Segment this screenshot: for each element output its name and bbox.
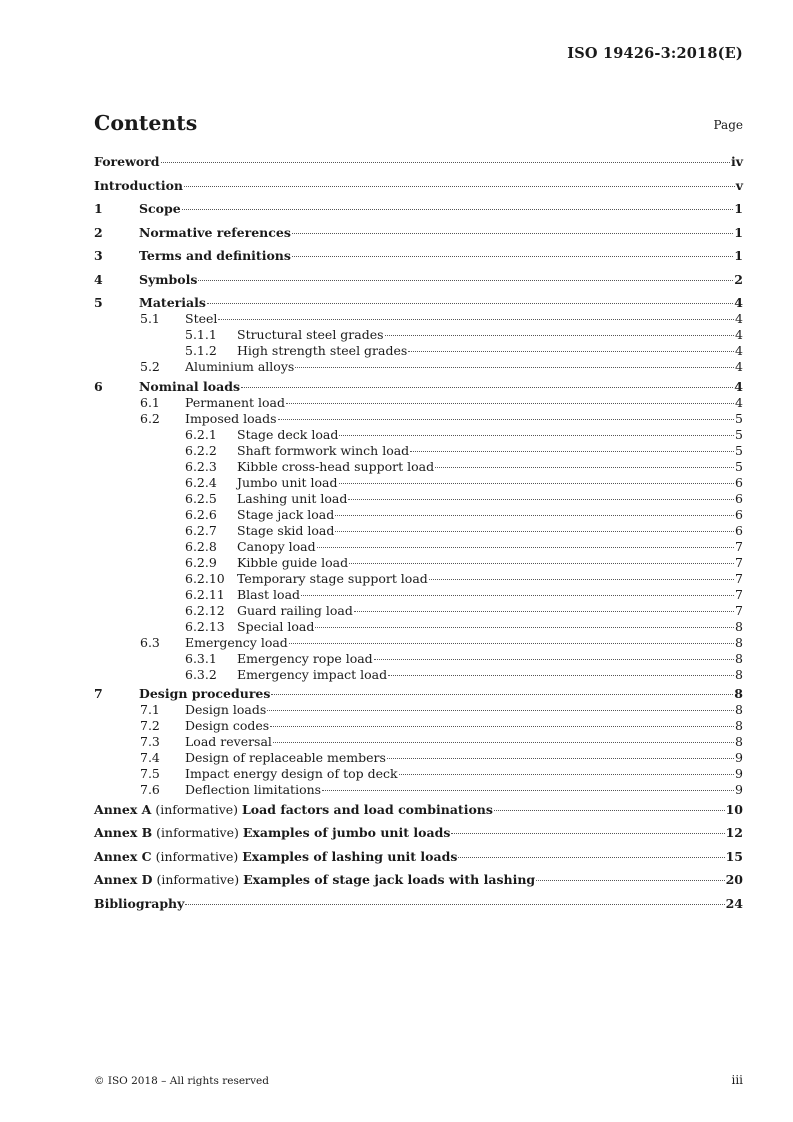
toc-entry[interactable] (94, 849, 743, 865)
toc-entry-number: 6 (94, 378, 103, 394)
toc-entry-page: 5 (735, 458, 743, 474)
dot-leader (218, 319, 734, 320)
toc-entry-number: 7.4 (140, 750, 160, 765)
toc-entry-number: 1 (94, 201, 103, 216)
toc-entry-title: Design procedures (139, 686, 271, 701)
annex-label: Annex B (94, 825, 153, 840)
dot-leader (292, 233, 733, 234)
toc-entry-number: 3 (94, 248, 103, 263)
toc-entry[interactable] (94, 825, 743, 841)
toc-entry-page: 7 (735, 586, 743, 602)
toc-entry[interactable] (94, 272, 743, 288)
toc-entry-page: 5 (735, 426, 743, 442)
toc-entry-page: 4 (734, 378, 743, 394)
toc-entry[interactable] (94, 802, 743, 818)
toc-entry-page: 8 (734, 686, 743, 701)
dot-leader (185, 904, 724, 905)
toc-entry-page: v (735, 177, 743, 193)
toc-entry-title: Stage skid load (237, 522, 335, 538)
document-id: ISO 19426-3:2018(E) (567, 45, 743, 62)
dot-leader (315, 627, 734, 628)
table-of-contents (94, 154, 743, 912)
dot-leader (429, 579, 734, 580)
dot-leader (182, 209, 734, 210)
toc-entry-number: 6.2.13 (185, 618, 225, 634)
toc-entry-title: Examples of jumbo unit loads (242, 825, 451, 840)
toc-entry[interactable] (94, 734, 743, 750)
toc-entry-number: 5.1.1 (185, 327, 217, 342)
toc-entry[interactable] (94, 603, 743, 619)
dot-leader (385, 335, 735, 336)
dot-leader (339, 483, 735, 484)
dot-leader (295, 367, 734, 368)
dot-leader (410, 451, 734, 452)
toc-entry-page: 4 (735, 359, 743, 374)
toc-entry-number: 7.5 (140, 766, 160, 781)
toc-entry[interactable] (94, 750, 743, 766)
toc-entry-number: 6.2.2 (185, 442, 217, 458)
toc-entry-title: Normative references (139, 224, 291, 240)
toc-entry-page: 12 (725, 825, 743, 840)
toc-entry[interactable] (94, 896, 743, 912)
toc-entry-title: Guard railing load (237, 602, 353, 618)
toc-entry-number: 7.3 (140, 734, 160, 749)
toc-entry-number: 2 (94, 224, 103, 240)
toc-entry-page: 9 (735, 766, 743, 781)
toc-entry-title: Emergency load (185, 634, 288, 650)
annex-informative-label: (informative) (152, 872, 244, 887)
toc-entry-title: Foreword (94, 154, 160, 169)
toc-entry-number: 5.1.2 (185, 343, 217, 358)
toc-entry[interactable] (94, 427, 743, 443)
dot-leader (349, 563, 734, 564)
toc-entry[interactable] (94, 507, 743, 523)
toc-entry-page: 10 (725, 801, 743, 817)
toc-entry-title: High strength steel grades (237, 343, 408, 358)
toc-entry[interactable] (94, 702, 743, 718)
dot-leader (388, 675, 734, 676)
toc-entry-page: 4 (735, 311, 743, 326)
footer-page-number: iii (731, 1073, 743, 1087)
dot-leader (207, 303, 733, 304)
annex-informative-label: (informative) (151, 801, 243, 817)
toc-entry-title: Load factors and load combinations (242, 801, 493, 817)
dot-leader (335, 531, 734, 532)
toc-entry[interactable] (94, 587, 743, 603)
toc-entry-number: 6.2.1 (185, 426, 217, 442)
toc-entry[interactable] (94, 686, 743, 702)
toc-entry-title: Emergency impact load (237, 666, 388, 682)
toc-entry-title: Design codes (185, 718, 270, 733)
toc-entry-page: 8 (735, 634, 743, 650)
toc-entry-title: Temporary stage support load (237, 570, 428, 586)
toc-entry-title: Structural steel grades (237, 327, 384, 342)
annex-label: Annex A (94, 801, 152, 817)
toc-entry-number: 7 (94, 686, 103, 701)
toc-entry-page: 7 (735, 538, 743, 554)
toc-entry-page: 8 (735, 734, 743, 749)
dot-leader (286, 403, 734, 404)
toc-entry-number: 6.1 (140, 394, 160, 410)
dot-leader (335, 515, 734, 516)
toc-entry-number: 6.2.12 (185, 602, 225, 618)
toc-entry[interactable] (94, 359, 743, 375)
toc-entry-page: 4 (735, 343, 743, 358)
dot-leader (301, 595, 734, 596)
toc-entry-number: 6.3.1 (185, 650, 217, 666)
dot-leader (435, 467, 734, 468)
dot-leader (348, 499, 734, 500)
toc-entry-page: 4 (734, 295, 743, 310)
toc-entry-page: 9 (735, 750, 743, 765)
toc-entry-page: 8 (735, 718, 743, 733)
toc-entry-page: 1 (734, 201, 743, 216)
toc-entry-title: Kibble guide load (237, 554, 349, 570)
dot-leader (289, 643, 734, 644)
toc-entry[interactable] (94, 178, 743, 194)
dot-leader (270, 726, 734, 727)
toc-entry-number: 6.2.11 (185, 586, 225, 602)
toc-entry-title: Permanent load (185, 394, 285, 410)
footer-copyright: © ISO 2018 – All rights reserved (94, 1075, 269, 1087)
toc-entry-title: Deflection limitations (185, 782, 322, 797)
toc-entry-title: Examples of lashing unit loads (242, 848, 458, 864)
toc-entry-number: 6.2.4 (185, 474, 217, 490)
toc-entry-page: 2 (734, 271, 743, 287)
dot-leader (271, 694, 733, 695)
toc-entry-page: 15 (725, 848, 743, 864)
toc-entry-page: 5 (735, 410, 743, 426)
toc-entry[interactable] (94, 766, 743, 782)
annex-label: Annex D (94, 872, 153, 887)
toc-entry[interactable] (94, 491, 743, 507)
toc-entry[interactable] (94, 571, 743, 587)
dot-leader (494, 810, 725, 811)
dot-leader (399, 774, 734, 775)
toc-entry-title: Terms and definitions (139, 248, 291, 263)
toc-entry[interactable] (94, 327, 743, 343)
toc-entry[interactable] (94, 635, 743, 651)
toc-entry[interactable] (94, 154, 743, 170)
toc-entry[interactable] (94, 379, 743, 395)
toc-entry-number: 5 (94, 295, 103, 310)
toc-entry[interactable] (94, 667, 743, 683)
toc-entry-number: 6.2.3 (185, 458, 217, 474)
toc-entry-title: Load reversal (185, 734, 272, 749)
toc-entry-title: Shaft formwork winch load (237, 442, 410, 458)
toc-entry-number: 6.3.2 (185, 666, 217, 682)
toc-entry[interactable] (94, 395, 743, 411)
dot-leader (387, 758, 734, 759)
dot-leader (322, 790, 734, 791)
toc-entry[interactable] (94, 225, 743, 241)
toc-entry-number: 5.2 (140, 359, 160, 374)
toc-entry-page: 24 (725, 895, 743, 911)
toc-entry[interactable] (94, 539, 743, 555)
toc-entry-title: Symbols (139, 271, 198, 287)
toc-entry[interactable] (94, 619, 743, 635)
toc-entry-page: 6 (735, 490, 743, 506)
toc-entry-title: Design of replaceable members (185, 750, 386, 765)
toc-entry[interactable] (94, 718, 743, 734)
toc-entry-number: 6.3 (140, 634, 160, 650)
dot-leader (278, 419, 735, 420)
toc-entry-page: 6 (735, 506, 743, 522)
toc-entry-number: 4 (94, 271, 103, 287)
toc-entry-page: 4 (735, 327, 743, 342)
toc-entry-title: Introduction (94, 177, 184, 193)
toc-entry[interactable] (94, 782, 743, 798)
toc-entry-page: 20 (725, 872, 743, 887)
toc-entry-number: 7.1 (140, 702, 160, 717)
dot-leader (161, 162, 730, 163)
toc-entry-title: Stage jack load (237, 506, 335, 522)
toc-entry-number: 6.2.6 (185, 506, 217, 522)
toc-entry-title: Examples of stage jack loads with lashing (243, 872, 536, 887)
dot-leader (273, 742, 734, 743)
toc-entry-page: 5 (735, 442, 743, 458)
toc-entry-title: Canopy load (237, 538, 316, 554)
toc-entry-title: Scope (139, 201, 181, 216)
toc-entry-page: 4 (735, 394, 743, 410)
dot-leader (267, 710, 734, 711)
toc-entry[interactable] (94, 201, 743, 217)
toc-entry-page: 6 (735, 474, 743, 490)
toc-entry[interactable] (94, 311, 743, 327)
toc-entry-page: 8 (735, 666, 743, 682)
dot-leader (241, 387, 733, 388)
toc-entry-number: 6.2.8 (185, 538, 217, 554)
toc-entry[interactable] (94, 411, 743, 427)
toc-entry-title: Jumbo unit load (237, 474, 338, 490)
annex-label: Annex C (94, 848, 152, 864)
dot-leader (458, 857, 724, 858)
toc-entry-number: 5.1 (140, 311, 160, 326)
toc-entry-number: 6.2.5 (185, 490, 217, 506)
dot-leader (354, 611, 734, 612)
toc-entry[interactable] (94, 459, 743, 475)
annex-informative-label: (informative) (152, 825, 243, 840)
toc-entry-title: Stage deck load (237, 426, 339, 442)
toc-entry-page: 7 (735, 554, 743, 570)
toc-entry[interactable] (94, 523, 743, 539)
toc-entry-page: 1 (734, 248, 743, 263)
dot-leader (374, 659, 734, 660)
toc-entry-title: Emergency rope load (237, 650, 373, 666)
toc-entry-title: Special load (237, 618, 315, 634)
toc-entry-page: 8 (735, 618, 743, 634)
toc-entry-number: 7.6 (140, 782, 160, 797)
toc-entry-title: Aluminium alloys (185, 359, 295, 374)
dot-leader (292, 256, 733, 257)
toc-entry-title: Steel (185, 311, 218, 326)
toc-entry-title: Nominal loads (139, 378, 240, 394)
toc-entry-page: 1 (734, 224, 743, 240)
toc-entry-number: 6.2.9 (185, 554, 217, 570)
toc-entry-page: 7 (735, 570, 743, 586)
page-title: Contents (94, 111, 198, 135)
dot-leader (317, 547, 734, 548)
dot-leader (198, 280, 733, 281)
toc-entry-page: 7 (735, 602, 743, 618)
toc-entry-page: 6 (735, 522, 743, 538)
toc-entry-title: Impact energy design of top deck (185, 766, 398, 781)
toc-entry[interactable] (94, 475, 743, 491)
dot-leader (408, 351, 734, 352)
toc-entry-title: Design loads (185, 702, 267, 717)
annex-informative-label: (informative) (151, 848, 243, 864)
toc-entry-number: 7.2 (140, 718, 160, 733)
toc-entry-number: 6.2.10 (185, 570, 225, 586)
toc-entry-title: Kibble cross-head support load (237, 458, 435, 474)
page-column-label: Page (713, 118, 743, 132)
toc-entry[interactable] (94, 443, 743, 459)
toc-entry-title: Materials (139, 295, 206, 310)
dot-leader (536, 880, 724, 881)
toc-entry-title: Lashing unit load (237, 490, 348, 506)
toc-entry-number: 6.2.7 (185, 522, 217, 538)
toc-entry-title: Blast load (237, 586, 301, 602)
toc-entry-number: 6.2 (140, 410, 160, 426)
toc-entry-page: 9 (735, 782, 743, 797)
toc-entry[interactable] (94, 651, 743, 667)
dot-leader (339, 435, 734, 436)
toc-entry[interactable] (94, 295, 743, 311)
dot-leader (184, 186, 735, 187)
toc-entry-page: iv (730, 154, 743, 169)
dot-leader (451, 833, 724, 834)
toc-entry[interactable] (94, 343, 743, 359)
toc-entry-title: Imposed loads (185, 410, 277, 426)
toc-entry-page: 8 (735, 702, 743, 717)
toc-entry[interactable] (94, 248, 743, 264)
toc-entry[interactable] (94, 872, 743, 888)
toc-entry-page: 8 (735, 650, 743, 666)
toc-entry-title: Bibliography (94, 895, 185, 911)
toc-entry[interactable] (94, 555, 743, 571)
